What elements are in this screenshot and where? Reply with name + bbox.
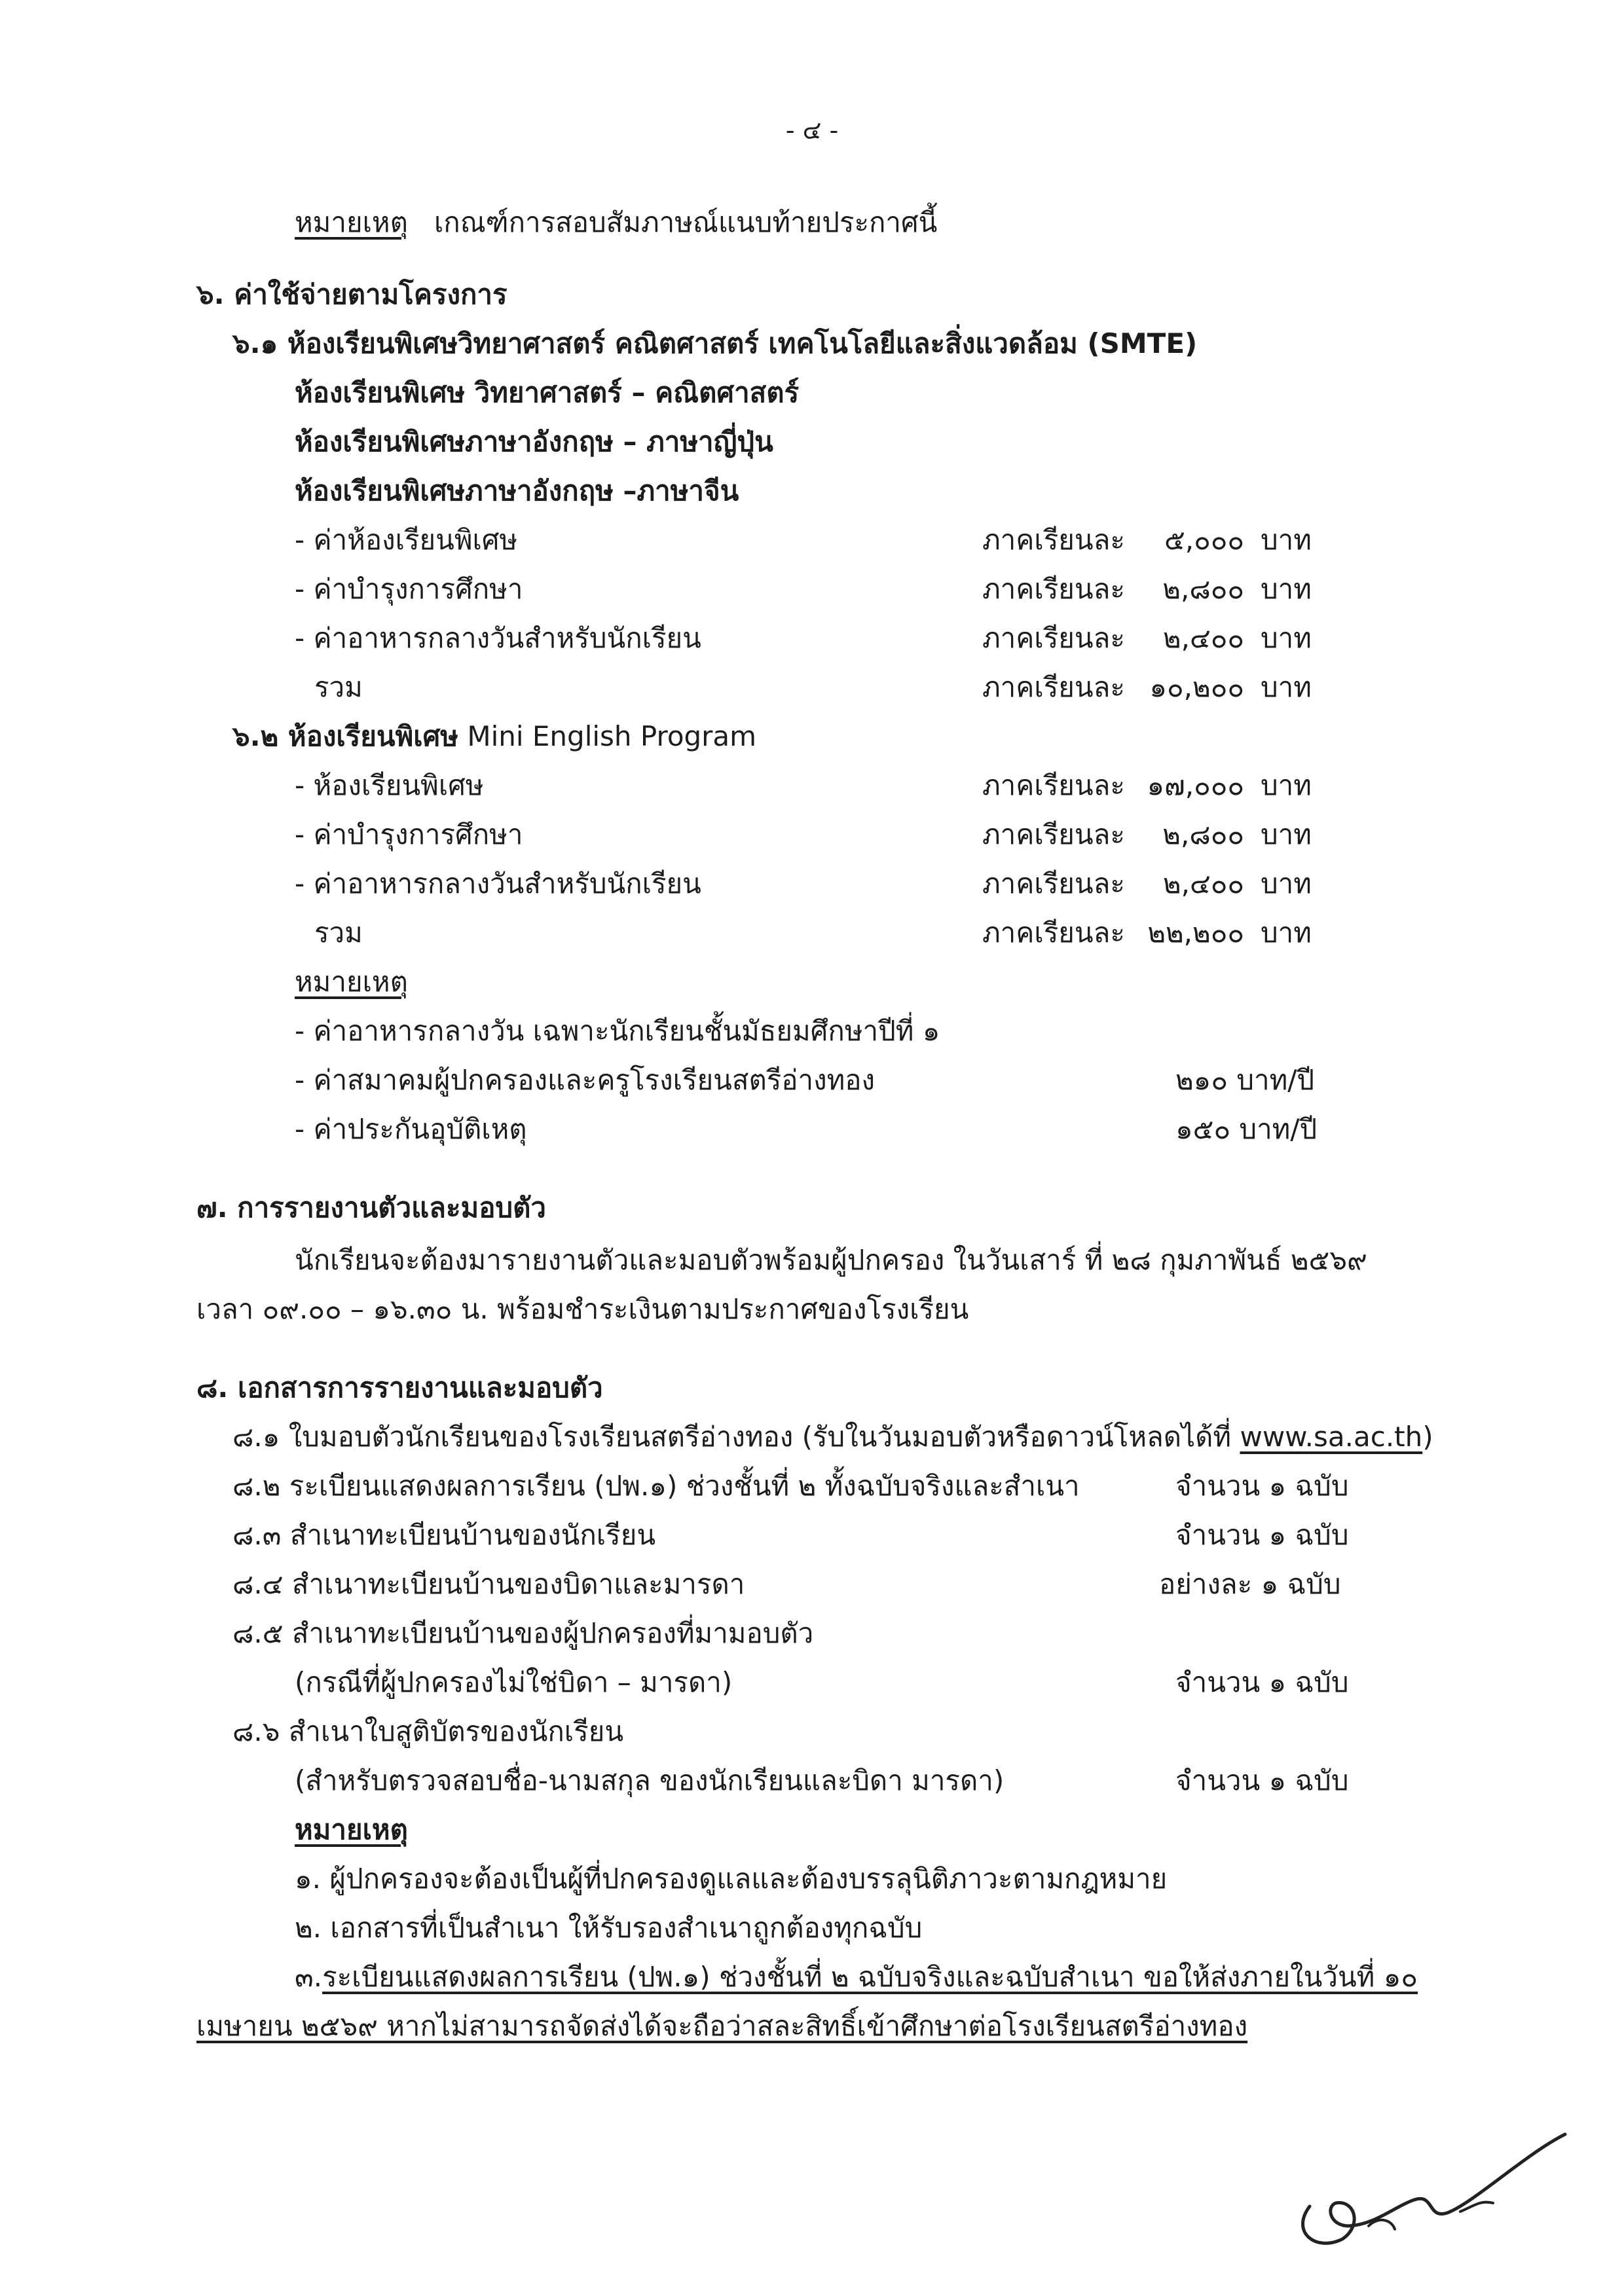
signature (1264, 2128, 1604, 2259)
fee-amount: ๒,๔๐๐ (1162, 622, 1244, 654)
note-item: - ค่าประกันอุบัติเหตุ (295, 1113, 527, 1145)
doc-item: ๘.๓ สำเนาทะเบียนบ้านของนักเรียน (232, 1519, 656, 1551)
note-item: - ค่าอาหารกลางวัน เฉพาะนักเรียนชั้นมัธยมศึกษาปีที่ ๑ (295, 1015, 940, 1047)
doc-qty: จำนวน ๑ ฉบับ (1175, 1666, 1349, 1698)
fee-item: - ห้องเรียนพิเศษ (295, 769, 484, 801)
section8-notes-label: หมายเหตุ (295, 1813, 408, 1846)
class-eng-jp: ห้องเรียนพิเศษภาษาอังกฤษ – ภาษาญี่ปุ่น (295, 426, 773, 458)
doc-item-8-6-sub: (สำหรับตรวจสอบชื่อ-นามสกุล ของนักเรียนและบิดา มารดา) (295, 1764, 1005, 1796)
section6-1-heading: ๖.๑ ห้องเรียนพิเศษวิทยาศาสตร์ คณิตศาสตร์ เทคโนโลยีและสิ่งแวดล้อม (SMTE) (232, 327, 1198, 359)
section6-2-heading (232, 720, 756, 753)
fee-item: - ค่าบำรุงการศึกษา (295, 573, 523, 605)
fee-unit: ภาคเรียนละ (982, 818, 1125, 850)
section7-line1: นักเรียนจะต้องมารายงานตัวและมอบตัวพร้อมผู้ปกครอง ในวันเสาร์ ที่ ๒๘ กุมภาพันธ์ ๒๕๖๙ (295, 1244, 1367, 1276)
note-label: หมายเหตุ (295, 206, 408, 238)
section8-note-2: ๒. เอกสารที่เป็นสำเนา ให้รับรองสำเนาถูกต้องทุกฉบับ (295, 1912, 923, 1944)
fee-currency: บาท (1261, 622, 1312, 654)
section8-note-3-line1: ระเบียนแสดงผลการเรียน (ปพ.๑) ช่วงชั้นที่ ๒ ฉบับจริงและฉบับสำเนา ขอให้ส่งภายในวันที่ ๑๐ (322, 1961, 1418, 1993)
section6-2-program: Mini English Program (467, 720, 757, 752)
doc-item: ๘.๔ สำเนาทะเบียนบ้านของบิดาและมารดา (232, 1568, 745, 1600)
fee-currency: บาท (1261, 573, 1312, 605)
fee-amount: ๒,๘๐๐ (1162, 818, 1244, 850)
fee-total-label: รวม (314, 917, 363, 949)
top-note (295, 206, 937, 239)
fee-unit: ภาคเรียนละ (982, 867, 1125, 900)
fee-unit: ภาคเรียนละ (982, 917, 1125, 949)
doc-qty: จำนวน ๑ ฉบับ (1175, 1519, 1349, 1551)
page-number: - ๔ - (785, 116, 839, 145)
section6-notes-label: หมายเหตุ (295, 966, 408, 998)
doc-item-8-6: ๘.๖ สำเนาใบสูติบัตรของนักเรียน (232, 1715, 624, 1747)
fee-item: - ค่าบำรุงการศึกษา (295, 818, 523, 850)
fee-total-label: รวม (314, 671, 363, 703)
fee-item: - ค่าอาหารกลางวันสำหรับนักเรียน (295, 622, 701, 654)
doc-item: ๘.๒ ระเบียนแสดงผลการเรียน (ปพ.๑) ช่วงชั้นที่ ๒ ทั้งฉบับจริงและสำเนา (232, 1470, 1080, 1502)
fee-currency: บาท (1261, 769, 1312, 801)
fee-amount: ๑๐,๒๐๐ (1149, 671, 1244, 703)
note-text: เกณฑ์การสอบสัมภาษณ์แนบท้ายประกาศนี้ (434, 206, 938, 238)
fee-amount: ๒,๔๐๐ (1162, 867, 1244, 900)
fee-currency: บาท (1261, 867, 1312, 900)
doc-item-8-1-close: ) (1422, 1421, 1433, 1453)
doc-qty: จำนวน ๑ ฉบับ (1175, 1470, 1349, 1502)
note-amount: ๒๑๐ บาท/ปี (1175, 1064, 1315, 1096)
section8-note-1: ๑. ผู้ปกครองจะต้องเป็นผู้ที่ปกครองดูแลและต้องบรรลุนิติภาวะตามกฎหมาย (295, 1863, 1168, 1895)
doc-item-8-5-sub: (กรณีที่ผู้ปกครองไม่ใช่บิดา – มารดา) (295, 1666, 733, 1698)
doc-qty: อย่างละ ๑ ฉบับ (1159, 1568, 1341, 1600)
fee-currency: บาท (1261, 524, 1312, 556)
fee-currency: บาท (1261, 671, 1312, 703)
note-amount: ๑๕๐ บาท/ปี (1175, 1113, 1318, 1145)
section6-2-prefix: ๖.๒ ห้องเรียนพิเศษ (232, 720, 458, 752)
doc-item-8-1 (232, 1421, 1433, 1453)
class-sci-math: ห้องเรียนพิเศษ วิทยาศาสตร์ – คณิตศาสตร์ (295, 376, 800, 409)
section8-heading: ๘. เอกสารการรายงานและมอบตัว (196, 1372, 603, 1404)
fee-currency: บาท (1261, 917, 1312, 949)
fee-unit: ภาคเรียนละ (982, 524, 1125, 556)
class-eng-cn: ห้องเรียนพิเศษภาษาอังกฤษ –ภาษาจีน (295, 475, 739, 507)
doc-item-8-5: ๘.๕ สำเนาทะเบียนบ้านของผู้ปกครองที่มามอบตัว (232, 1617, 814, 1649)
fee-item: - ค่าอาหารกลางวันสำหรับนักเรียน (295, 867, 701, 900)
section8-note-3-line2: เมษายน ๒๕๖๙ หากไม่สามารถจัดส่งได้จะถือว่าสละสิทธิ์เข้าศึกษาต่อโรงเรียนสตรีอ่างทอง (196, 2010, 1248, 2042)
section8-note-3 (295, 1961, 1418, 1994)
note-item: - ค่าสมาคมผู้ปกครองและครูโรงเรียนสตรีอ่างทอง (295, 1064, 876, 1096)
fee-unit: ภาคเรียนละ (982, 671, 1125, 703)
fee-unit: ภาคเรียนละ (982, 769, 1125, 801)
signature-stroke (1303, 2134, 1565, 2243)
download-link[interactable]: www.sa.ac.th (1240, 1421, 1423, 1453)
fee-amount: ๒๒,๒๐๐ (1147, 917, 1244, 949)
fee-item: - ค่าห้องเรียนพิเศษ (295, 524, 518, 556)
section7-heading: ๗. การรายงานตัวและมอบตัว (196, 1192, 546, 1224)
fee-amount: ๒,๘๐๐ (1162, 573, 1244, 605)
section6-heading: ๖. ค่าใช้จ่ายตามโครงการ (196, 278, 507, 310)
doc-qty: จำนวน ๑ ฉบับ (1175, 1764, 1349, 1796)
fee-amount: ๑๗,๐๐๐ (1147, 769, 1244, 801)
fee-unit: ภาคเรียนละ (982, 622, 1125, 654)
fee-unit: ภาคเรียนละ (982, 573, 1125, 605)
section7-line2: เวลา ๐๙.๐๐ – ๑๖.๓๐ น. พร้อมชำระเงินตามประกาศของโรงเรียน (196, 1293, 969, 1325)
section8-note-3-num: ๓. (295, 1961, 323, 1993)
doc-item-8-1-text: ๘.๑ ใบมอบตัวนักเรียนของโรงเรียนสตรีอ่างทอง (รับในวันมอบตัวหรือดาวน์โหลดได้ที่ (232, 1421, 1232, 1453)
fee-amount: ๕,๐๐๐ (1164, 524, 1244, 556)
fee-currency: บาท (1261, 818, 1312, 850)
